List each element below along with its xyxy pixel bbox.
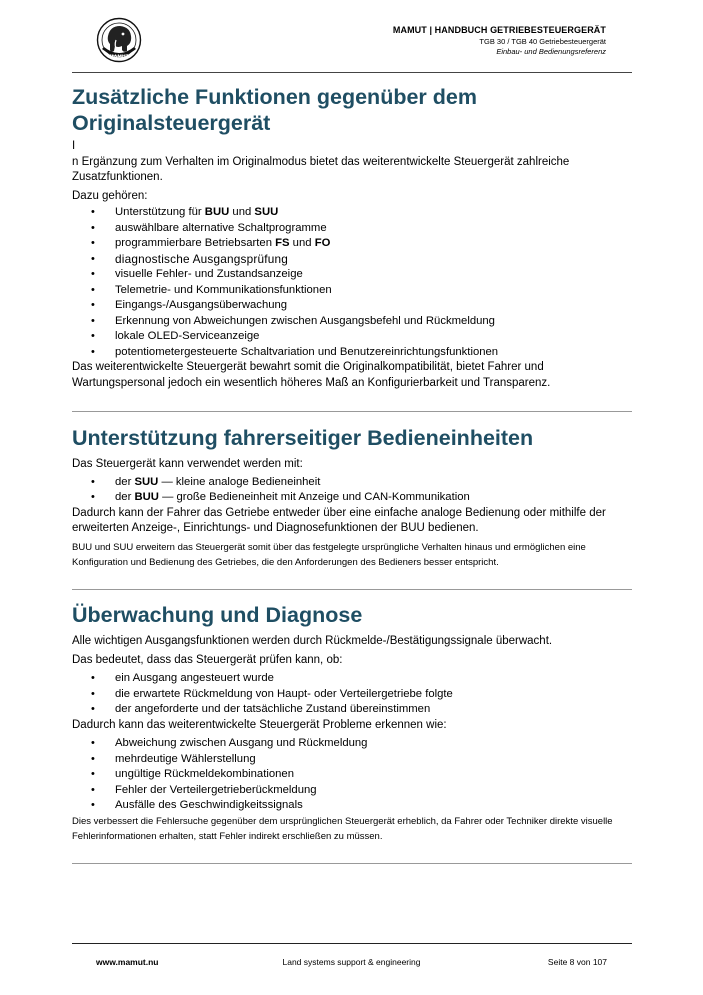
footer-divider <box>72 943 632 944</box>
closing-paragraph: Das weiterentwickelte Steuergerät bewahrt somit die Originalkompatibilität, bietet Fahrer und Wartungspersonal jedoch ein wesentlich höheres Maß an Konfigurierbarkeit und Transparenz. <box>72 361 551 389</box>
check-list <box>72 671 632 718</box>
list-item: • Ausfälle des Geschwindigkeitssignals <box>72 798 632 814</box>
list-item: • Erkennung von Abweichungen zwischen Ausgangsbefehl und Rückmeldung <box>72 314 632 330</box>
list-item: • die erwartete Rückmeldung von Haupt- oder Verteilergetriebe folgte <box>72 687 632 703</box>
paragraph: Alle wichtigen Ausgangsfunktionen werden durch Rückmelde-/Bestätigungssignale überwacht. <box>72 635 553 647</box>
list-item: • Telemetrie- und Kommunikationsfunktionen <box>72 283 632 299</box>
running-header <box>393 25 606 57</box>
section-monitoring-diagnosis <box>72 602 632 845</box>
closing-paragraph: Dies verbessert die Fehlersuche gegenüber dem ursprünglichen Steuergerät erheblich, da Fahrer oder Techniker direkte visuelle Fehlerinformationen erhalten, statt Fehler indirekt erschließen zu müssen. <box>72 815 613 842</box>
intro-paragraph: n Ergänzung zum Verhalten im Originalmodus bietet das weiterentwickelte Steuergerät zahlreiche Zusatzfunktionen. <box>72 155 570 183</box>
section-operator-units <box>72 425 632 571</box>
list-item: • auswählbare alternative Schaltprogramme <box>72 221 632 237</box>
list-item: • Unterstützung für BUU und SUU <box>72 205 632 221</box>
section-divider <box>72 411 632 412</box>
list-item: • ungültige Rückmeldekombinationen <box>72 767 632 783</box>
list-item: • Eingangs-/Ausgangsüberwachung <box>72 298 632 314</box>
section-heading: Unterstützung fahrerseitiger Bedieneinheiten <box>72 426 534 450</box>
footer-tagline: Land systems support & engineering <box>282 957 421 967</box>
main-content-3 <box>72 602 632 845</box>
list-item: • der angeforderte und der tatsächliche Zustand übereinstimmen <box>72 702 632 718</box>
list-item: • Fehler der Verteilergetrieberückmeldung <box>72 783 632 799</box>
footer-website[interactable]: www.mamut.nu <box>96 957 159 967</box>
list-lead: Dazu gehören: <box>72 189 148 202</box>
list-item: • der BUU — große Bedieneinheit mit Anzeige und CAN-Kommunikation <box>72 490 632 506</box>
section-heading: Zusätzliche Funktionen gegenüber dem Originalsteuergerät <box>72 85 477 135</box>
section-divider <box>72 589 632 590</box>
list-item: • programmierbare Betriebsarten FS und FO <box>72 236 632 252</box>
list-item: • ein Ausgang angesteuert wurde <box>72 671 632 687</box>
list-lead: Das Steuergerät kann verwendet werden mit: <box>72 458 303 470</box>
list-item: • potentiometergesteuerte Schaltvariation und Benutzereinrichtungsfunktionen <box>72 345 632 361</box>
header-title: MAMUT | HANDBUCH GETRIEBESTEUERGERÄT <box>392 25 606 35</box>
main-content-2 <box>72 425 632 571</box>
list-item: • visuelle Fehler- und Zustandsanzeige <box>72 267 632 283</box>
main-content <box>72 84 632 391</box>
feature-list <box>72 205 632 360</box>
note-paragraph: BUU und SUU erweitern das Steuergerät somit über das festgelegte ursprüngliche Verhalten hinaus und ermöglichen eine Konfiguration und Bedienung des Getriebes, die den Anforderungen des Bedieners besser entspricht. <box>72 541 586 568</box>
list-item: • mehrdeutige Wählerstellung <box>72 752 632 768</box>
list-item: • Abweichung zwischen Ausgang und Rückmeldung <box>72 736 632 752</box>
header-reference: Einbau- und Bedienungsreferenz <box>496 47 606 56</box>
body-paragraph: Dadurch kann der Fahrer das Getriebe entweder über eine einfache analoge Bedienung oder mithilfe der erweiterten Anzeige-, Einrichtungs- und Diagnosefunktionen der BUU bedienen. <box>72 506 606 534</box>
list-item: • der SUU — kleine analoge Bedieneinheit <box>72 475 632 491</box>
section-additional-functions <box>72 84 632 391</box>
list-lead: Dadurch kann das weiterentwickelte Steuergerät Probleme erkennen wie: <box>72 718 447 731</box>
section-divider <box>72 863 632 864</box>
section-heading: Überwachung und Diagnose <box>72 603 363 627</box>
footer-page-number: Seite 8 von 107 <box>547 957 607 967</box>
drop-letter: I <box>72 140 76 152</box>
issue-list <box>72 736 632 814</box>
list-lead: Das bedeutet, dass das Steuergerät prüfen kann, ob: <box>72 653 343 666</box>
list-item: • lokale OLED-Serviceanzeige <box>72 329 632 345</box>
unit-list <box>72 475 632 506</box>
list-item: • diagnostische Ausgangsprüfung <box>72 252 632 268</box>
svg-text:MAMUT: MAMUT <box>109 55 129 60</box>
header-subtitle: TGB 30 / TGB 40 Getriebesteuergerät <box>479 37 606 46</box>
mamut-logo <box>96 16 142 64</box>
header-divider <box>72 72 632 73</box>
